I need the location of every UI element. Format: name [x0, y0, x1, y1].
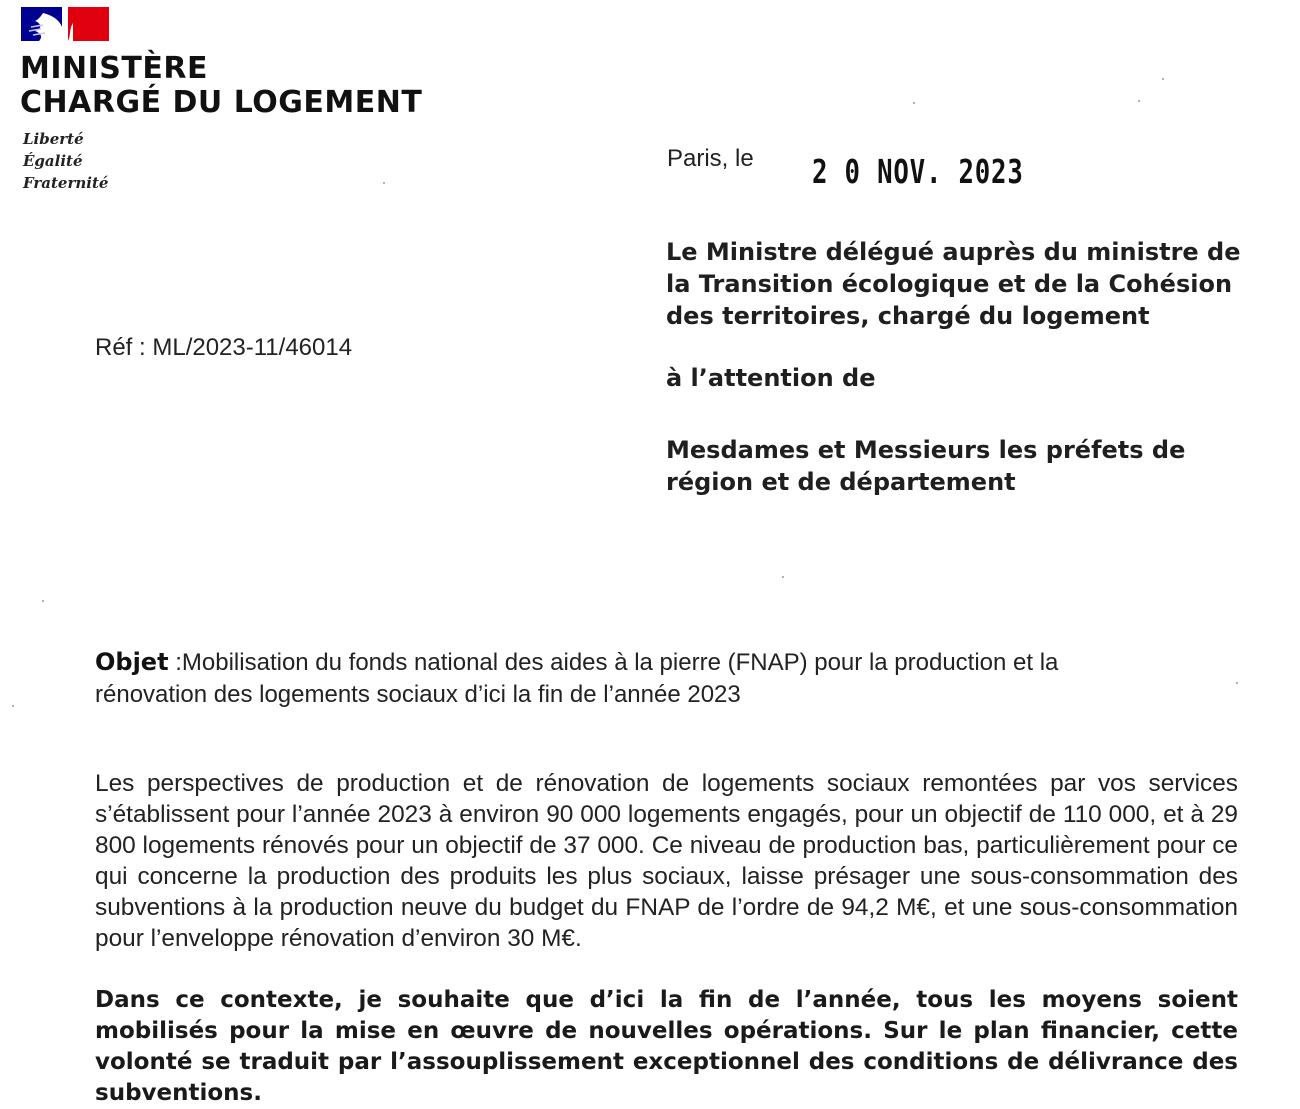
scan-speck — [12, 705, 14, 707]
scan-speck — [1236, 682, 1238, 684]
motto-liberte: Liberté — [23, 130, 84, 148]
marianne-logo — [21, 7, 109, 41]
scan-speck — [383, 182, 385, 184]
recipient-block: Mesdames et Messieurs les préfets de région et de département — [666, 436, 1186, 496]
sender-block: Le Ministre délégué auprès du ministre de la Transition écologique et de la Cohésion des territoires, chargé du logement — [666, 238, 1241, 330]
subject-line: Objet :Mobilisation du fonds national des aides à la pierre (FNAP) pour la production et la rénovation des logements sociaux d’ici la fin de l’année 2023 — [95, 648, 1059, 708]
ministry-name — [20, 52, 422, 120]
body-paragraph-1: Les perspectives de production et de rénovation de logements sociaux remontées par vos services s’établissent pour l’année 2023 à environ 90 000 logements engagés, pour un objectif de 110 000, et à 29 800 logements rénovés pour un objectif de 37 000. Ce niveau de production bas, particulièrement pour ce qui concerne la production des produits les plus sociaux, laisse présager une sous-consommation des subventions à la production neuve du budget du FNAP de l’ordre de 94,2 M€, et une sous-consommation pour l’enveloppe rénovation d’environ 30 M€. — [95, 770, 1238, 952]
motto-egalite: Égalité — [23, 152, 83, 170]
date-stamp: 2 0 NOV. 2023 — [812, 152, 1024, 191]
republic-motto — [23, 128, 108, 194]
scan-speck — [42, 600, 44, 602]
subject-text: Mobilisation du fonds national des aides à la pierre (FNAP) pour la production et la rénovation des logements sociaux d’ici la fin de l’année 2023 — [95, 649, 1059, 708]
subject-label: Objet — [95, 648, 169, 676]
scan-speck — [1138, 100, 1140, 102]
body-paragraph-2: Dans ce contexte, je souhaite que d’ici la fin de l’année, tous les moyens soient mobilisés pour la mise en œuvre de nouvelles opérations. Sur le plan financier, cette volonté se traduit par l’assouplissement exceptionnel des conditions de délivrance des subventions. — [95, 987, 1238, 1106]
ministry-line-1: MINISTÈRE — [20, 51, 208, 86]
scan-speck — [782, 576, 784, 578]
motto-fraternite: Fraternité — [23, 174, 109, 192]
date-prefix: Paris, le — [667, 145, 754, 172]
scan-speck — [1162, 78, 1164, 80]
reference-number: Réf : ML/2023-11/46014 — [95, 334, 353, 361]
logo-red-panel — [68, 7, 109, 41]
ministry-line-2: CHARGÉ DU LOGEMENT — [20, 85, 423, 120]
attention-line: à l’attention de — [666, 364, 876, 392]
scan-speck — [913, 102, 915, 104]
